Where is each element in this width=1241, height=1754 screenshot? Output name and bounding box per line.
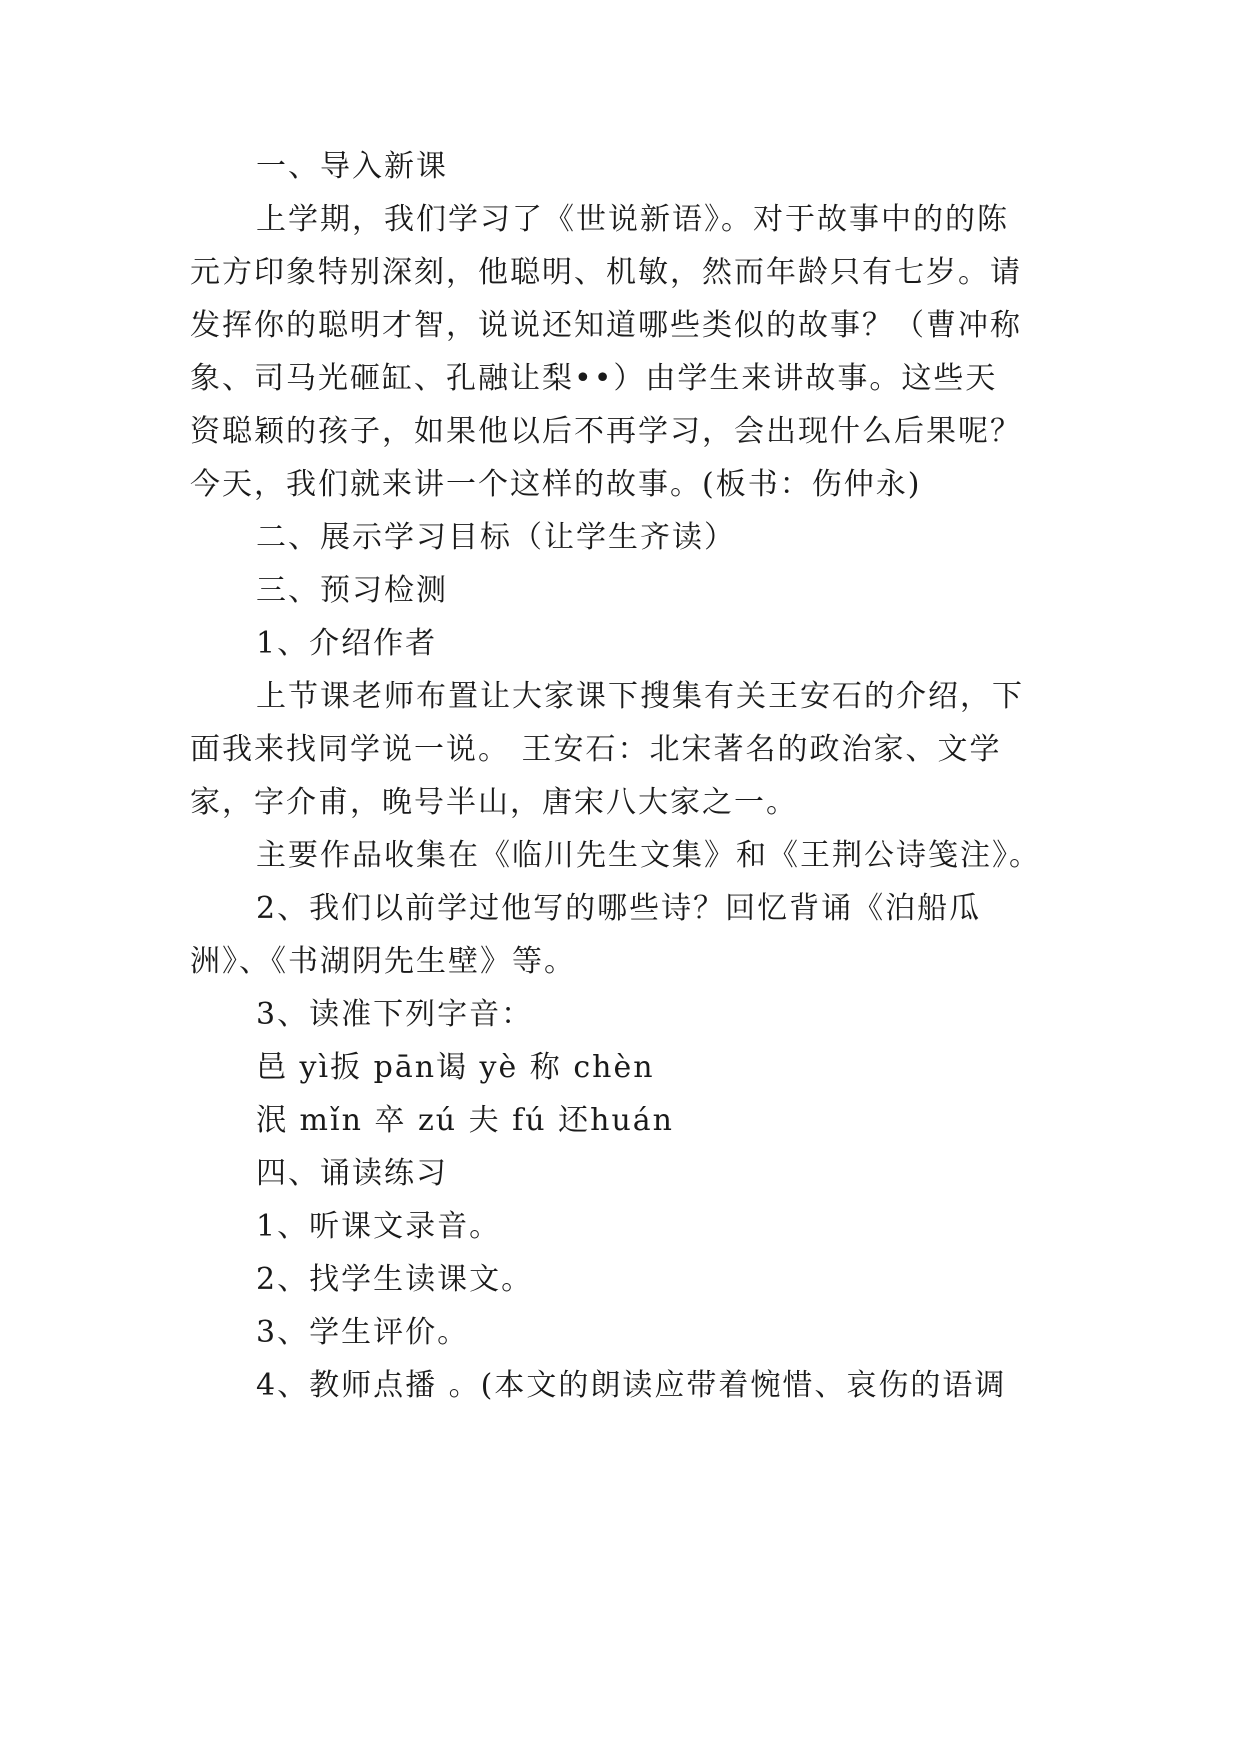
paragraph-line: 元方印象特别深刻，他聪明、机敏，然而年龄只有七岁。请 — [190, 255, 1022, 290]
pinyin-line: 泯 mǐn 卒 zú 夫 fú 还huán — [256, 1103, 674, 1138]
paragraph-line: 主要作品收集在《临川先生文集》和《王荆公诗笺注》。 — [256, 838, 1041, 873]
heading-goals: 二、展示学习目标（让学生齐读） — [256, 520, 736, 555]
paragraph-line: 发挥你的聪明才智，说说还知道哪些类似的故事？（曹冲称 — [190, 308, 1022, 343]
paragraph-line: 面我来找同学说一说。 王安石：北宋著名的政治家、文学 — [190, 732, 1002, 767]
paragraph-line: 今天，我们就来讲一个这样的故事。(板书：伤仲永) — [190, 467, 922, 502]
list-item: 1、听课文录音。 — [256, 1209, 502, 1244]
list-item: 4、教师点播 。(本文的朗读应带着惋惜、哀伤的语调 — [256, 1368, 1007, 1403]
paragraph-line: 家，字介甫，晚号半山，唐宋八大家之一。 — [190, 785, 798, 820]
paragraph-line: 2、我们以前学过他写的哪些诗？回忆背诵《泊船瓜 — [256, 891, 982, 926]
pinyin-line: 邑 yì扳 pān谒 yè 称 chèn — [256, 1050, 655, 1085]
paragraph-line: 上学期，我们学习了《世说新语》。对于故事中的的陈 — [256, 202, 1009, 237]
heading-preview: 三、预习检测 — [256, 573, 448, 608]
paragraph-line: 资聪颖的孩子，如果他以后不再学习，会出现什么后果呢？ — [190, 414, 1022, 449]
subheading-pronunciation: 3、读准下列字音： — [256, 997, 534, 1032]
paragraph-line: 象、司马光砸缸、孔融让梨••）由学生来讲故事。这些天 — [190, 361, 998, 396]
heading-reading: 四、诵读练习 — [256, 1156, 448, 1191]
paragraph-line: 洲》、《书湖阴先生壁》等。 — [190, 944, 576, 979]
list-item: 2、找学生读课文。 — [256, 1262, 534, 1297]
heading-intro: 一、导入新课 — [256, 149, 448, 184]
subheading-author: 1、介绍作者 — [256, 626, 438, 661]
paragraph-line: 上节课老师布置让大家课下搜集有关王安石的介绍，下 — [256, 679, 1024, 714]
list-item: 3、学生评价。 — [256, 1315, 470, 1350]
